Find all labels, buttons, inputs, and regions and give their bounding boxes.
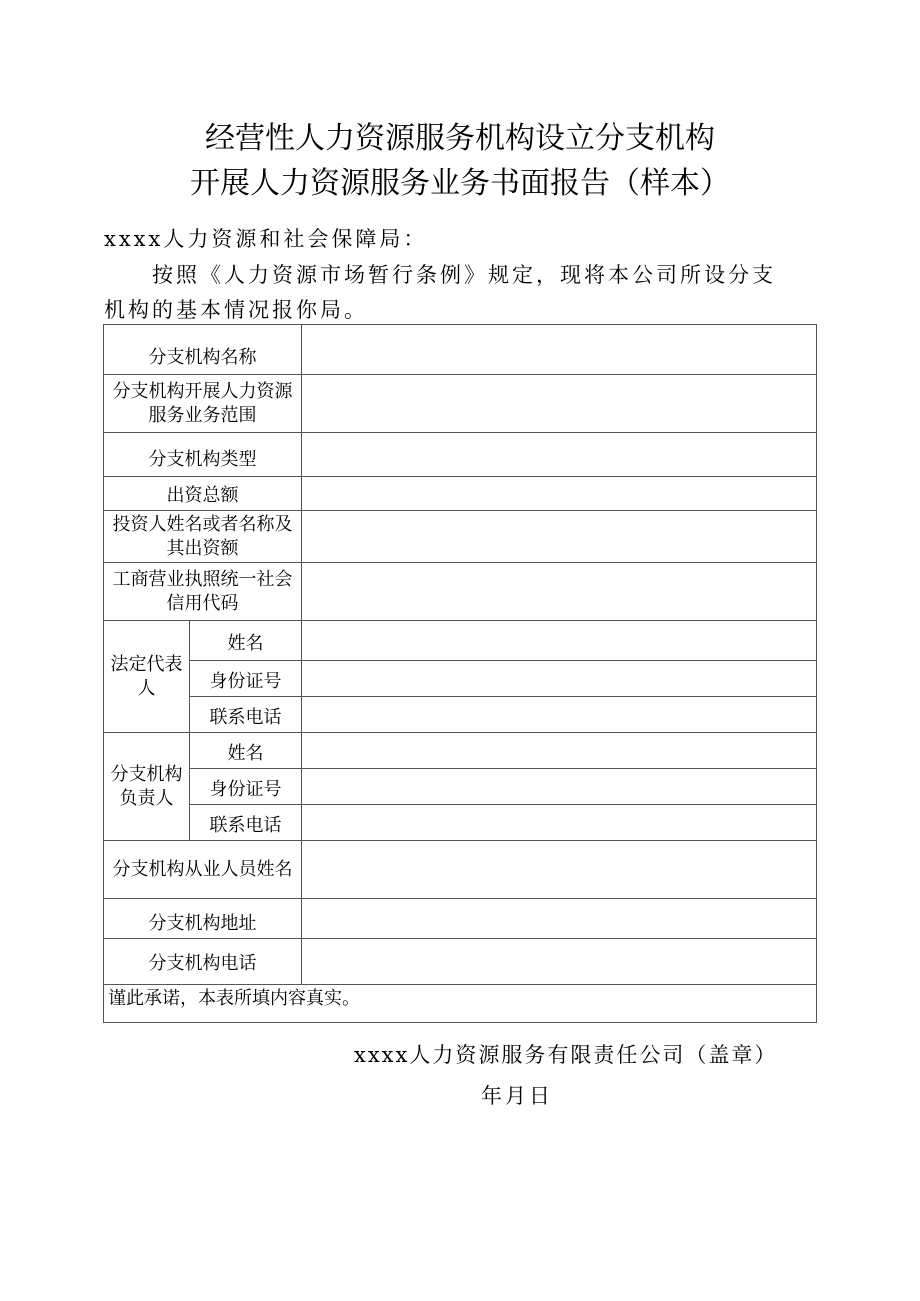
label-total-capital bbox=[103, 476, 302, 511]
field-branch-name[interactable] bbox=[301, 324, 817, 375]
label-text: 投资人姓名或者名称及其出资额 bbox=[112, 513, 293, 559]
label-head-phone bbox=[189, 804, 302, 841]
field-total-capital[interactable] bbox=[301, 476, 817, 511]
field-head-id[interactable] bbox=[301, 768, 817, 805]
body-line-1: 按照《人力资源市场暂行条例》规定，现将本公司所设分支 bbox=[152, 263, 776, 287]
field-staff-names[interactable] bbox=[301, 840, 817, 899]
field-legal-rep-id[interactable] bbox=[301, 660, 817, 697]
label-investor bbox=[103, 510, 302, 563]
label-text: 联系电话 bbox=[209, 815, 282, 836]
label-text: 工商营业执照统一社会信用代码 bbox=[112, 568, 293, 614]
label-text: 身份证号 bbox=[209, 779, 282, 800]
body-line-2: 机构的基本情况报你局。 bbox=[104, 298, 368, 322]
field-head-phone[interactable] bbox=[301, 804, 817, 841]
label-text: 分支机构地址 bbox=[148, 913, 257, 934]
pledge-row bbox=[103, 984, 817, 1023]
field-branch-phone[interactable] bbox=[301, 938, 817, 985]
label-legal-rep bbox=[103, 620, 190, 733]
title-line-2: 开展人力资源服务业务书面报告（样本） bbox=[190, 166, 730, 201]
label-text: 联系电话 bbox=[209, 707, 282, 728]
addressee: xxxx人力资源和社会保障局： bbox=[104, 227, 428, 251]
label-text: 身份证号 bbox=[209, 671, 282, 692]
label-text: 分支机构开展人力资源服务业务范围 bbox=[112, 380, 293, 426]
label-legal-rep-phone bbox=[189, 696, 302, 733]
label-text: 分支机构类型 bbox=[148, 449, 257, 470]
label-credit-code bbox=[103, 562, 302, 621]
label-branch-phone bbox=[103, 938, 302, 985]
title-line-1: 经营性人力资源服务机构设立分支机构 bbox=[205, 121, 715, 156]
field-head-name[interactable] bbox=[301, 732, 817, 769]
label-business-scope bbox=[103, 374, 302, 433]
label-branch-name bbox=[103, 324, 302, 375]
field-credit-code[interactable] bbox=[301, 562, 817, 621]
label-text: 法定代表人 bbox=[110, 654, 183, 699]
label-text: 姓名 bbox=[227, 743, 264, 764]
label-legal-rep-name bbox=[189, 620, 302, 661]
label-text: 姓名 bbox=[227, 633, 264, 654]
label-branch-type bbox=[103, 432, 302, 477]
label-text: 分支机构负责人 bbox=[110, 763, 183, 809]
label-head-name bbox=[189, 732, 302, 769]
label-address bbox=[103, 898, 302, 939]
company-signature: xxxx人力资源服务有限责任公司（盖章） bbox=[354, 1043, 778, 1067]
field-branch-type[interactable] bbox=[301, 432, 817, 477]
label-staff-names bbox=[103, 840, 302, 899]
pledge-text: 谨此承诺，本表所填内容真实。 bbox=[108, 988, 360, 1009]
date-line: 年月日 bbox=[481, 1084, 553, 1108]
label-head-id bbox=[189, 768, 302, 805]
field-address[interactable] bbox=[301, 898, 817, 939]
label-legal-rep-id bbox=[189, 660, 302, 697]
field-legal-rep-name[interactable] bbox=[301, 620, 817, 661]
label-text: 分支机构名称 bbox=[148, 347, 257, 368]
field-business-scope[interactable] bbox=[301, 374, 817, 433]
field-legal-rep-phone[interactable] bbox=[301, 696, 817, 733]
field-investor[interactable] bbox=[301, 510, 817, 563]
label-text: 分支机构从业人员姓名 bbox=[112, 858, 293, 880]
label-text: 出资总额 bbox=[166, 485, 239, 506]
label-branch-head bbox=[103, 732, 190, 841]
label-text: 分支机构电话 bbox=[148, 953, 257, 974]
